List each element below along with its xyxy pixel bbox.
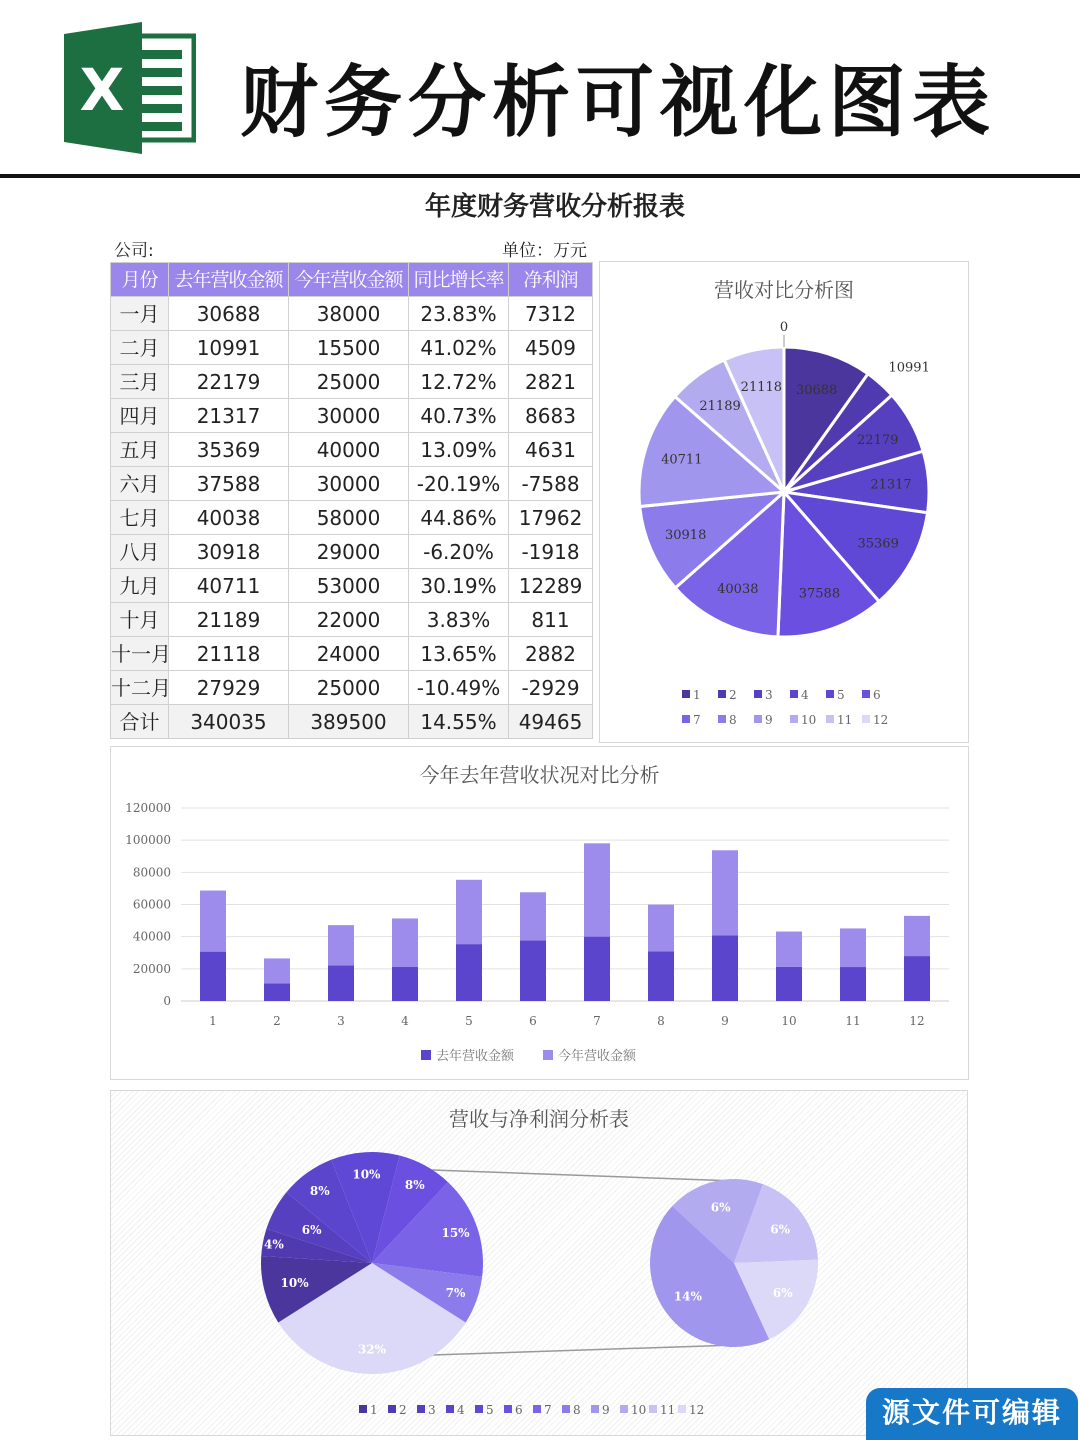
total-cell: 340035: [169, 705, 289, 739]
bar-last-year: [776, 967, 802, 1001]
pie-legend-swatch: [682, 690, 690, 698]
pie-legend-label: 11: [837, 713, 853, 727]
pie-of-pie-legend-label: 11: [660, 1403, 676, 1417]
main-title: 财务分析可视化图表: [240, 58, 997, 148]
pie-legend-swatch: [754, 715, 762, 723]
bar-this-year: [520, 892, 546, 940]
x-tick-label: 3: [337, 1014, 345, 1028]
data-label: 6%: [770, 1222, 791, 1237]
legend-swatch-last-year: [421, 1050, 431, 1060]
table-cell: 九月: [111, 569, 169, 603]
bar-last-year: [904, 956, 930, 1001]
pie-of-pie-legend-label: 7: [544, 1403, 552, 1417]
bar-this-year: [392, 918, 418, 966]
pie-of-pie-legend-label: 8: [573, 1403, 581, 1417]
pie-of-pie-legend-swatch: [533, 1405, 541, 1413]
table-cell: 29000: [289, 535, 409, 569]
table-row: [111, 535, 593, 569]
table-cell: 37588: [169, 467, 289, 501]
bar-last-year: [328, 965, 354, 1001]
table-cell: 40.73%: [409, 399, 509, 433]
bar-this-year: [712, 850, 738, 935]
pie-legend-label: 5: [837, 688, 845, 702]
y-tick-label: 60000: [132, 897, 171, 912]
table-row: [111, 501, 593, 535]
y-tick-label: 20000: [132, 961, 171, 976]
svg-text:X: X: [79, 56, 125, 124]
table-cell: 58000: [289, 501, 409, 535]
pie-of-pie-legend-label: 12: [689, 1403, 705, 1417]
pie-legend-swatch: [790, 715, 798, 723]
x-tick-label: 5: [465, 1014, 473, 1028]
pie-legend-swatch: [826, 690, 834, 698]
table-row: [111, 297, 593, 331]
x-tick-label: 12: [909, 1014, 925, 1028]
table-cell: 22000: [289, 603, 409, 637]
table-row: [111, 671, 593, 705]
table-cell: -10.49%: [409, 671, 509, 705]
data-label: 40711: [661, 452, 703, 468]
pie-of-pie-legend-label: 4: [457, 1403, 465, 1417]
table-cell: -1918: [509, 535, 593, 569]
table-cell: 23.83%: [409, 297, 509, 331]
bar-this-year: [264, 958, 290, 983]
table-cell: -6.20%: [409, 535, 509, 569]
table-cell: 21189: [169, 603, 289, 637]
table-row: [111, 637, 593, 671]
table-cell: 4509: [509, 331, 593, 365]
data-label: 15%: [441, 1225, 470, 1240]
table-cell: 30.19%: [409, 569, 509, 603]
y-tick-label: 40000: [132, 929, 171, 944]
table-cell: 24000: [289, 637, 409, 671]
pie-legend-label: 6: [873, 688, 881, 702]
table-cell: 8683: [509, 399, 593, 433]
editable-source-badge[interactable]: 源文件可编辑: [866, 1388, 1078, 1440]
data-label: 21317: [870, 477, 912, 493]
pie-of-pie-title: 营收与净利润分析表: [449, 1107, 629, 1131]
pie-legend-label: 7: [693, 713, 701, 727]
table-cell: 13.65%: [409, 637, 509, 671]
table-cell: 十月: [111, 603, 169, 637]
data-label: 21118: [740, 380, 783, 396]
table-cell: 10991: [169, 331, 289, 365]
column-header: 去年营收金额: [169, 263, 289, 297]
y-tick-label: 0: [163, 994, 171, 1008]
bar-last-year: [584, 937, 610, 1001]
data-label: 10%: [280, 1275, 309, 1290]
bar-this-year: [904, 916, 930, 956]
table-cell: 25000: [289, 365, 409, 399]
pie-legend-label: 2: [729, 688, 737, 702]
column-header: 今年营收金额: [289, 263, 409, 297]
table-cell: 4631: [509, 433, 593, 467]
table-cell: 40711: [169, 569, 289, 603]
pie-legend-label: 12: [873, 713, 889, 727]
y-tick-label: 100000: [125, 833, 171, 848]
pie-of-pie-legend-swatch: [620, 1405, 628, 1413]
data-label: 8%: [404, 1178, 425, 1193]
pie-legend-swatch: [790, 690, 798, 698]
pie-chart-title: 营收对比分析图: [714, 278, 854, 302]
table-cell: 五月: [111, 433, 169, 467]
pie-of-pie-legend-swatch: [446, 1405, 454, 1413]
pie-chart-panel: [599, 261, 969, 743]
connector-line: [432, 1170, 736, 1181]
pie-legend-swatch: [754, 690, 762, 698]
data-label: 30918: [664, 527, 707, 543]
bar-this-year: [840, 928, 866, 967]
bar-last-year: [520, 941, 546, 1001]
legend-swatch-this-year: [543, 1050, 553, 1060]
table-cell: 44.86%: [409, 501, 509, 535]
pie-legend-label: 8: [729, 713, 737, 727]
table-cell: 40000: [289, 433, 409, 467]
bar-last-year: [392, 967, 418, 1001]
pie-legend-swatch: [682, 715, 690, 723]
bar-last-year: [648, 951, 674, 1001]
table-row: [111, 467, 593, 501]
data-label: 35369: [857, 536, 899, 552]
divider: [0, 174, 1080, 178]
bar-last-year: [456, 944, 482, 1001]
table-cell: 3.83%: [409, 603, 509, 637]
table-cell: 八月: [111, 535, 169, 569]
pie-of-pie-legend-label: 5: [486, 1403, 494, 1417]
pie-of-pie-legend-swatch: [417, 1405, 425, 1413]
data-label: 10991: [888, 360, 930, 376]
unit-label: 单位：万元: [502, 241, 587, 261]
connector-line: [432, 1345, 736, 1355]
table-cell: 十二月: [111, 671, 169, 705]
table-cell: 12289: [509, 569, 593, 603]
report-title: 年度财务营收分析报表: [424, 192, 685, 222]
bar-last-year: [712, 936, 738, 1001]
table-cell: 35369: [169, 433, 289, 467]
table-cell: 25000: [289, 671, 409, 705]
pie-of-pie-legend-swatch: [504, 1405, 512, 1413]
table-cell: 三月: [111, 365, 169, 399]
column-header: 净利润: [509, 263, 593, 297]
pie-of-pie-legend-swatch: [562, 1405, 570, 1413]
pie-of-pie-legend-label: 1: [370, 1403, 378, 1417]
pie-of-pie-legend-label: 9: [602, 1403, 610, 1417]
table-cell: 六月: [111, 467, 169, 501]
total-cell: 合计: [111, 705, 169, 739]
pie-legend-label: 4: [801, 688, 809, 702]
table-row: [111, 365, 593, 399]
data-label: 32%: [357, 1342, 387, 1357]
data-label: 40038: [717, 581, 759, 597]
data-label: 30688: [795, 382, 838, 398]
table-cell: 21118: [169, 637, 289, 671]
bar-this-year: [776, 932, 802, 967]
bar-this-year: [584, 843, 610, 936]
data-label: 8%: [309, 1184, 330, 1199]
table-row: [111, 331, 593, 365]
table-cell: 40038: [169, 501, 289, 535]
bar-this-year: [456, 880, 482, 944]
x-tick-label: 4: [401, 1014, 409, 1028]
pie-legend-swatch: [718, 715, 726, 723]
table-cell: 2821: [509, 365, 593, 399]
data-label: 10%: [352, 1167, 381, 1182]
table-cell: 12.72%: [409, 365, 509, 399]
table-cell: 30000: [289, 467, 409, 501]
table-row: [111, 433, 593, 467]
table-cell: 十一月: [111, 637, 169, 671]
table-cell: 811: [509, 603, 593, 637]
table-cell: 17962: [509, 501, 593, 535]
table-row: [111, 399, 593, 433]
data-label: 6%: [710, 1200, 731, 1215]
data-label: 6%: [772, 1285, 793, 1300]
x-tick-label: 8: [657, 1014, 665, 1028]
table-cell: -20.19%: [409, 467, 509, 501]
column-header: 月份: [111, 263, 169, 297]
pie-of-pie-legend-label: 10: [631, 1403, 647, 1417]
pie-of-pie-legend-label: 2: [399, 1403, 407, 1417]
pie-legend-swatch: [862, 690, 870, 698]
data-label: 37588: [798, 586, 841, 602]
excel-logo-icon: [62, 22, 196, 154]
revenue-table: [110, 262, 593, 739]
column-header: 同比增长率: [409, 263, 509, 297]
x-tick-label: 6: [529, 1014, 537, 1028]
x-tick-label: 9: [721, 1014, 729, 1028]
pie-of-pie-legend-label: 6: [515, 1403, 523, 1417]
table-cell: 30918: [169, 535, 289, 569]
table-cell: -7588: [509, 467, 593, 501]
pie-of-pie-legend-swatch: [649, 1405, 657, 1413]
table-cell: 2882: [509, 637, 593, 671]
pie-of-pie-legend-swatch: [359, 1405, 367, 1413]
table-cell: 二月: [111, 331, 169, 365]
table-cell: 15500: [289, 331, 409, 365]
pie-of-pie-legend-swatch: [388, 1405, 396, 1413]
total-row: [111, 705, 593, 739]
legend-label: 去年营收金额: [436, 1049, 515, 1064]
data-label: 6%: [301, 1222, 322, 1237]
bar-last-year: [264, 983, 290, 1001]
y-tick-label: 80000: [132, 865, 171, 880]
pie-of-pie-legend-swatch: [591, 1405, 599, 1413]
pie-legend-swatch: [826, 715, 834, 723]
table-cell: 30000: [289, 399, 409, 433]
x-tick-label: 11: [845, 1014, 861, 1028]
bar-last-year: [200, 952, 226, 1001]
pie-legend-label: 1: [693, 688, 701, 702]
table-cell: 41.02%: [409, 331, 509, 365]
pie-of-pie-legend-swatch: [678, 1405, 686, 1413]
data-label: 4%: [263, 1237, 284, 1252]
total-cell: 14.55%: [409, 705, 509, 739]
table-row: [111, 603, 593, 637]
x-tick-label: 10: [781, 1014, 797, 1028]
data-label: 0: [779, 320, 789, 335]
table-cell: 21317: [169, 399, 289, 433]
bar-this-year: [200, 891, 226, 952]
table-cell: 30688: [169, 297, 289, 331]
company-label: 公司:: [114, 241, 154, 261]
data-label: 7%: [445, 1286, 466, 1301]
x-tick-label: 7: [593, 1014, 601, 1028]
bar-chart-panel: [110, 746, 969, 1080]
table-cell: 四月: [111, 399, 169, 433]
x-tick-label: 2: [273, 1014, 281, 1028]
bar-chart-title: 今年去年营收状况对比分析: [419, 763, 660, 787]
pie-of-pie-panel: [110, 1090, 968, 1436]
pie-legend-swatch: [718, 690, 726, 698]
data-label: 14%: [673, 1289, 702, 1304]
pie-of-pie-legend-label: 3: [428, 1403, 436, 1417]
table-row: [111, 569, 593, 603]
pie-legend-label: 9: [765, 713, 773, 727]
data-label: 22179: [857, 432, 899, 448]
bar-this-year: [328, 925, 354, 965]
table-cell: 七月: [111, 501, 169, 535]
data-label: 21189: [699, 398, 741, 414]
total-cell: 389500: [289, 705, 409, 739]
pie-legend-swatch: [862, 715, 870, 723]
total-cell: 49465: [509, 705, 593, 739]
table-cell: 27929: [169, 671, 289, 705]
pie-legend-label: 10: [801, 713, 817, 727]
legend-label: 今年营收金额: [558, 1049, 637, 1064]
table-cell: 13.09%: [409, 433, 509, 467]
table-cell: 7312: [509, 297, 593, 331]
x-tick-label: 1: [209, 1014, 217, 1028]
pie-of-pie-legend-swatch: [475, 1405, 483, 1413]
table-cell: 一月: [111, 297, 169, 331]
bar-this-year: [648, 905, 674, 952]
table-cell: 22179: [169, 365, 289, 399]
bar-last-year: [840, 967, 866, 1001]
pie-legend-label: 3: [765, 688, 773, 702]
table-cell: -2929: [509, 671, 593, 705]
table-cell: 53000: [289, 569, 409, 603]
y-tick-label: 120000: [125, 801, 171, 815]
table-cell: 38000: [289, 297, 409, 331]
